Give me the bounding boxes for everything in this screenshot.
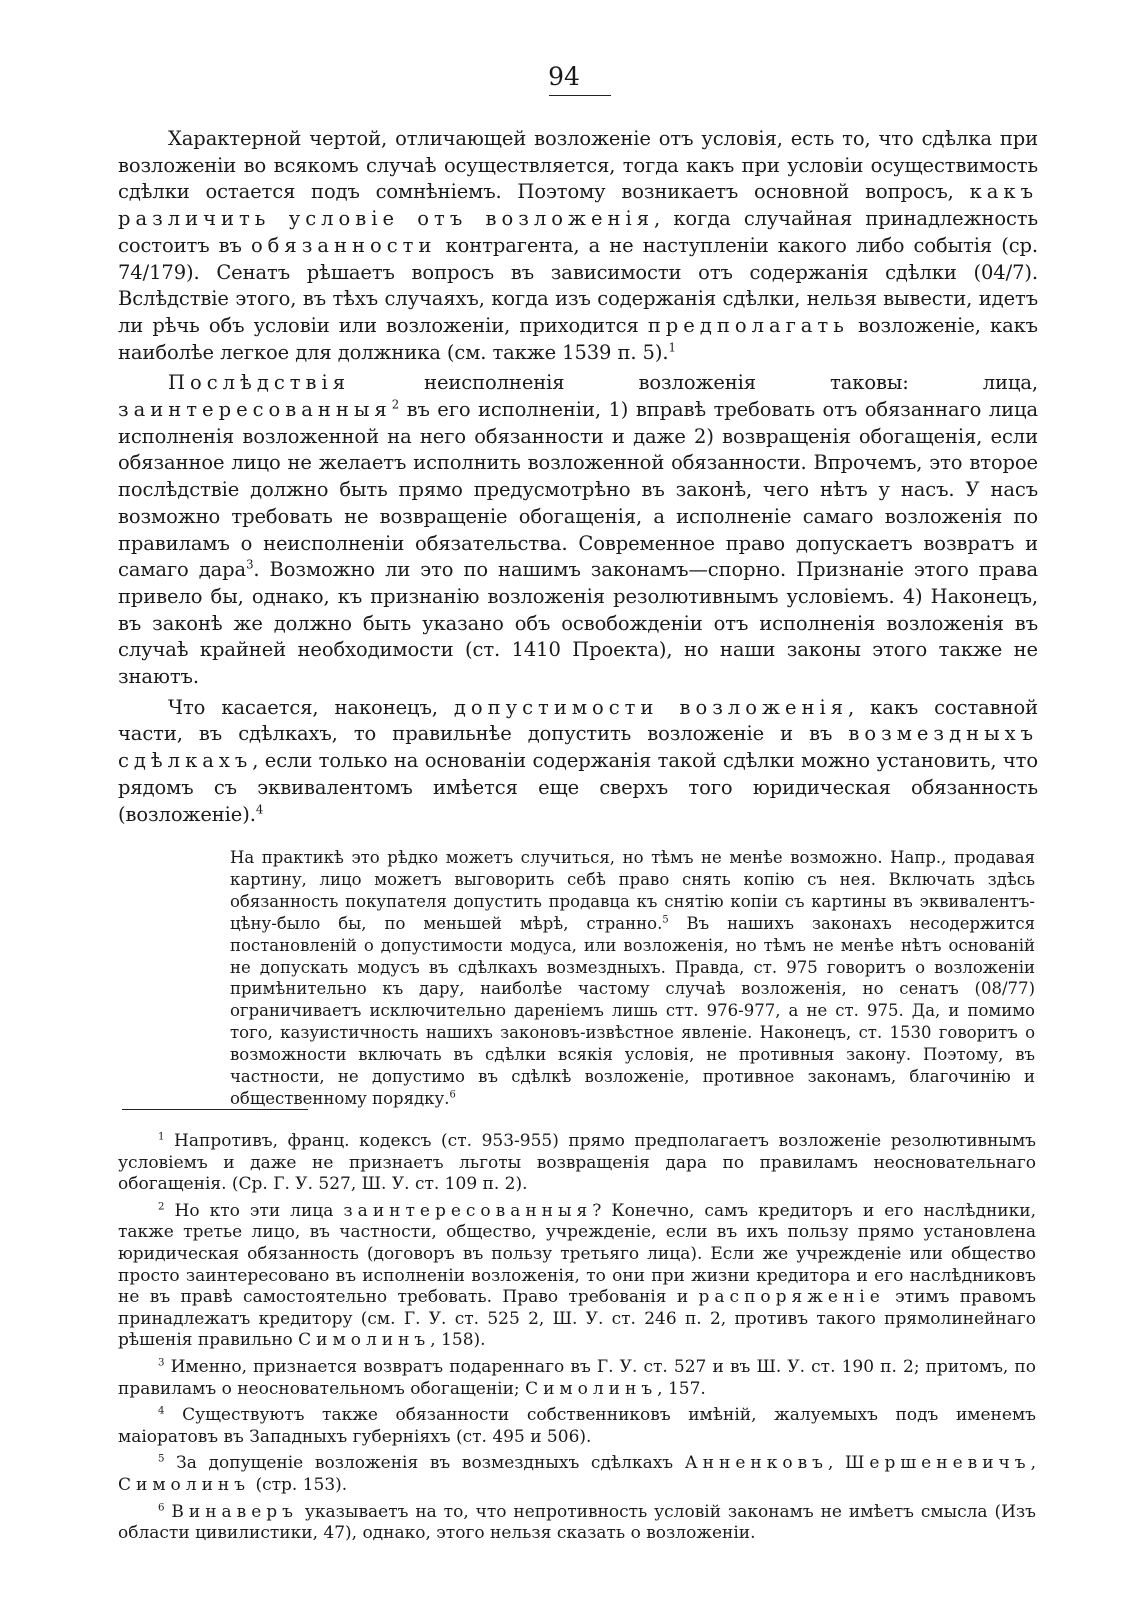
text-run: Характерной чертой, отличающей возложенiе отъ условiя, есть то, что сдѣлка при возложенiи во всякомъ случаѣ осуществляется, тогда какъ при условiи осуществимость сдѣлки остается подъ сомнѣнiемъ. Поэтому возникаетъ основной вопросъ, (118, 127, 1038, 204)
author-name: Винаверъ (171, 1501, 298, 1522)
footnotes (118, 1131, 1036, 1550)
footnote-text: Напротивъ, франц. кодексъ (ст. 953-955) прямо предполагаетъ возложенiе резолютивнымъ условiемъ и даже не признаетъ льготы возвращенiя дара по правиламъ неосновательнаго обогащенiя. (Ср. Г. У. 527, Ш. У. ст. 109 п. 2). (118, 1131, 1036, 1195)
paragraph-admissibility (118, 695, 1038, 829)
footnote-text: , (1030, 1453, 1036, 1474)
author-name: Симолинъ (525, 1378, 658, 1399)
footnote-text: ? Конечно, самъ кредиторъ и его наслѣдники, также третье лицо, въ частности, общество, учрежденiе, если въ ихъ пользу прямо установлена юридическая обязанность (договоръ въ пользу третьяго лица). Если же учрежденiе или общество просто заинтересовано въ исполненiи возложенiя, то они при жизни кредитора и его наслѣдниковъ не въ правѣ самостоятельно требовать. Право требованiя и (118, 1200, 1036, 1308)
text-run: контрагента, а не наступленiи какого либо событiя (ср. (436, 233, 1038, 257)
text-run: . Возможно ли это по нашимъ законамъ—спорно. Признанiе этого права привело бы, однако, къ признанiю возложенiя резолютивнымъ условiемъ. 4) Наконецъ, въ законѣ же должно быть указано объ освобожденiи отъ исполненiя возложенiя въ случаѣ крайней необходимости (ст. 1410 Проекта), но наши законы этого также не знаютъ. (118, 558, 1038, 689)
footnote-1 (118, 1131, 1036, 1196)
spaced-emphasis: допустимости возложенiя (453, 695, 849, 719)
footnote-ref: 5 (662, 914, 669, 926)
footnote-ref: 2 (391, 397, 400, 412)
text-run: , когда случайная принадлежность состоитъ въ (118, 207, 1038, 257)
spaced-emphasis: обязанности (250, 233, 437, 257)
footnote-text: (стр. 153). (250, 1474, 348, 1495)
footnote-text: Именно, признается возвратъ подареннаго въ Г. У. ст. 527 и въ Ш. У. ст. 190 п. 2; притомъ, по правиламъ о неосновательномъ обогащенiи; (118, 1356, 1036, 1399)
spaced-emphasis: предполагать (647, 313, 849, 337)
footnote-ref: 1 (668, 340, 676, 355)
author-name: Симолинъ (118, 1474, 251, 1495)
footnote-marker: 5 (158, 1453, 165, 1465)
footnote-separator (122, 1109, 308, 1110)
footnote-5 (118, 1453, 1036, 1496)
text-run: На практикѣ это рѣдко можетъ случиться, но тѣмъ не менѣе возможно. Напр., продавая картину, лицо можетъ выговорить себѣ право снять копiю съ нея. Включать здѣсь обязанность покупателя допустить продавца къ снятiю копiи съ картины въ эквивалентъ-цѣну-было бы, по меньшей мѣрѣ, странно. (230, 848, 1035, 933)
footnote-text: Существуютъ также обязанности собственниковъ имѣнiй, жалуемыхъ подъ именемъ маiоратовъ въ Западныхъ губернiяхъ (ст. 495 и 506). (118, 1405, 1036, 1447)
footnote-marker: 1 (158, 1131, 165, 1143)
text-run: возложенiе, какъ наиболѣе легкое для должника (см. также 1539 п. 5). (118, 313, 1038, 364)
page-number: 94 (548, 62, 580, 91)
footnote-6 (118, 1502, 1036, 1545)
indented-note (230, 847, 1035, 1110)
text-run: ). Вслѣдствiе этого, въ тѣхъ случаяхъ, когда изъ содержанiя сдѣлки, нельзя вывести, идетъ ли рѣчь объ условiи или возложенiи, приходится (118, 260, 1038, 337)
footnote-4 (118, 1405, 1036, 1448)
footnote-ref: 3 (246, 557, 254, 572)
decision-reference: 08/77 (981, 979, 1029, 999)
decision-reference: 74/179 (118, 260, 187, 284)
text-run: Что касается, наконецъ, (168, 695, 454, 719)
page-number-rule (549, 95, 611, 96)
footnote-marker: 2 (158, 1201, 165, 1213)
text-run: , какъ составной части, въ сдѣлкахъ, то правильнѣе допустить возложенiе и въ (118, 695, 1038, 746)
text-run: ). Сенатъ рѣшаетъ вопросъ въ зависимости отъ содержанiя сдѣлки ( (186, 260, 981, 284)
text-run: Въ нашихъ законахъ несодержится постановленiй о допустимости модуса, или возложенiя, но тѣмъ не менѣе нѣтъ основанiй не допускать модусъ въ сдѣлкахъ возмездныхъ. Правда, ст. 975 говоритъ о возложенiи примѣнительно къ дару, наиболѣе частому случаѣ возложенiя, но сенатъ ( (230, 913, 1035, 999)
footnote-text: указываетъ на то, что непротивность условiй законамъ не имѣетъ смысла (Изъ области цивилистики, 47), однако, этого нельзя сказать о возложенiи. (118, 1501, 1036, 1544)
text-run: въ его исполненiи, 1) вправѣ требовать отъ обязаннаго лица исполненiя возложенной на него обязанности и даже 2) возвращенiя обогащенiя, если обязанное лицо не желаетъ исполнить возложенной обязанности. Впрочемъ, это второе послѣдствiе должно быть прямо предусмотрѣно въ законѣ, чего нѣтъ у насъ. У насъ возможно требовать не возвращенiе обогащенiя, а исполненiе самаго возложенiя по правиламъ о неисполненiи обязательства. Современное право допускаетъ возвратъ и самаго дара (118, 398, 1038, 582)
footnote-marker: 4 (158, 1405, 165, 1417)
author-name: Анненковъ (684, 1453, 828, 1474)
footnote-ref: 4 (255, 802, 264, 817)
footnote-text: , (827, 1453, 846, 1474)
footnote-marker: 3 (158, 1357, 165, 1369)
footnote-text: За допущенiе возложенiя въ возмездныхъ сдѣлкахъ (164, 1453, 685, 1474)
paragraph-condition-vs-imposition (118, 126, 1038, 366)
spaced-emphasis: возмездныхъ сдѣлкахъ (118, 722, 1038, 773)
text-run: неисполненiя возложенiя таковы: лица, (350, 371, 1038, 395)
text-run: , если только на основанiи содержанiя такой сдѣлки можно установить, что рядомъ съ эквивалентомъ имѣется еще сверхъ того юридическая обязанность (возложенiе). (118, 749, 1038, 826)
paragraph-consequences (118, 370, 1038, 690)
footnote-3 (118, 1357, 1036, 1400)
footnote-marker: 6 (158, 1501, 165, 1513)
spaced-emphasis: какъ различить условiе отъ возложенiя (118, 180, 1038, 231)
footnote-2 (118, 1201, 1036, 1352)
footnote-text: , 158). (430, 1330, 486, 1351)
spaced-emphasis: заинтересованныя (343, 1200, 593, 1221)
spaced-emphasis: заинтересованныя (118, 398, 392, 422)
footnote-text: этимъ правомъ принадлежатъ кредитору (см. Г. У. ст. 525 2, Ш. У. ст. 246 п. 2, противъ такого прямолинейнаго рѣшенiя правильно (118, 1287, 1036, 1351)
author-name: Шершеневичъ (845, 1453, 1031, 1474)
author-name: Симолинъ (298, 1330, 431, 1351)
footnote-ref: 6 (449, 1089, 456, 1101)
footnote-text: , 157. (657, 1378, 706, 1399)
spaced-emphasis: Послѣдствiя (168, 371, 351, 395)
decision-reference: 04/7 (981, 260, 1025, 284)
spaced-emphasis: распоряженiе (698, 1287, 885, 1308)
footnote-text: Но кто эти лица (164, 1200, 344, 1221)
text-run: ) ограничиваетъ исключительно даренiемъ лишь стт. 976-977, а не ст. 975. Да, и помимо того, казуистичность нашихъ законовъ-извѣстное явленiе. Наконецъ, ст. 1530 говоритъ о возможности включать въ сдѣлки всякiя условiя, не противныя закону. Поэтому, въ частности, не допустимо въ сдѣлкѣ возложенiе, противное законамъ, благочинiю и общественному порядку. (230, 979, 1035, 1108)
main-text (118, 126, 1038, 832)
